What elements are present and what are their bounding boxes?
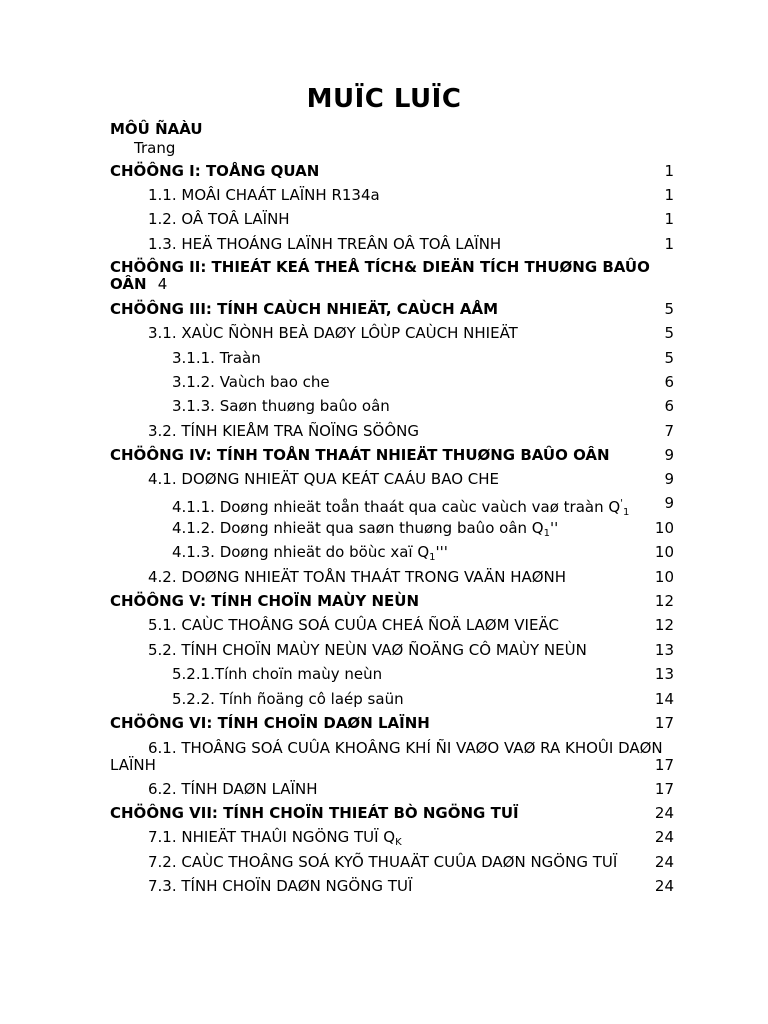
prime-mark: '' xyxy=(549,519,559,537)
toc-page-number: 10 xyxy=(654,519,674,537)
subscript: K xyxy=(395,837,402,848)
toc-page-number: 17 xyxy=(654,756,674,774)
toc-entry-label: 3.1.2. Vaùch bao che xyxy=(172,373,330,391)
toc-page-number: 10 xyxy=(654,543,674,561)
toc-entry-label: 1.2. OÂ TOÂ LAÏNH xyxy=(148,210,290,228)
toc-entry-label: 3.1.3. Saøn thuøng baûo oân xyxy=(172,397,390,415)
toc-page-number: 1 xyxy=(664,210,674,228)
toc-page-number: 24 xyxy=(654,828,674,846)
toc-entry-label: 4.1.3. Doøng nhieät do böùc xaï Q xyxy=(172,543,430,561)
toc-entry-label: 1.1. MOÂI CHAÁT LAÏNH R134a xyxy=(148,186,380,204)
toc-page-number: 13 xyxy=(654,665,674,683)
toc-page-number: 4 xyxy=(157,275,168,293)
toc-page-number: 12 xyxy=(654,616,674,634)
toc-entry-label: 4.1.2. Doøng nhieät qua saøn thuøng baûo oân Q xyxy=(172,519,544,537)
subscript: 1 xyxy=(622,507,630,518)
toc-page-number: 1 xyxy=(664,186,674,204)
toc-entry-label: 4.1. DOØNG NHIEÄT QUA KEÁT CAÁU BAO CHE xyxy=(148,470,500,488)
page-column-label: Trang xyxy=(134,139,176,157)
toc-entry-label: 4.2. DOØNG NHIEÄT TOÅN THAÁT TRONG VAÄN HAØNH xyxy=(148,568,567,586)
toc-page-number: 10 xyxy=(654,568,674,586)
toc-entry-label-group xyxy=(148,828,402,852)
toc-page-number: 24 xyxy=(654,804,674,822)
toc-entry-label-group xyxy=(172,543,448,567)
toc-page-number: 17 xyxy=(654,780,674,798)
toc-entry-label: 6.1. THOÂNG SOÁ CUÛA KHOÂNG KHÍ ÑI VAØO VAØ RA KHOÛI DAØN xyxy=(148,739,663,757)
prime-mark: ''' xyxy=(435,543,448,561)
page-title: MUÏC LUÏC xyxy=(306,84,462,114)
toc-entry-label: 5.2.2. Tính ñoäng cô laép saün xyxy=(172,690,404,708)
toc-entry-label: 5.2.1.Tính choïn maùy neùn xyxy=(172,665,383,683)
toc-entry-label: 5.1. CAÙC THOÂNG SOÁ CUÛA CHEÁ ÑOÄ LAØM VIEÄC xyxy=(148,616,559,634)
toc-page-number: 14 xyxy=(654,690,674,708)
toc-entry-label: 6.2. TÍNH DAØN LAÏNH xyxy=(148,780,318,798)
toc-entry-label: 3.2. TÍNH KIEÅM TRA ÑOÏNG SÖÔNG xyxy=(148,422,420,440)
toc-entry-label: 3.1. XAÙC ÑÒNH BEÀ DAØY LÔÙP CAÙCH NHIEÄT xyxy=(148,324,518,342)
toc-entry-chapter-2[interactable] xyxy=(110,259,680,293)
toc-entry-label: 4.1.1. Doøng nhieät toån thaát qua caùc vaùch vaø traàn Q xyxy=(172,498,621,516)
toc-entry-label-continued: OÂN xyxy=(110,275,147,293)
toc-page-number: 1 xyxy=(664,235,674,253)
toc-page-number: 1 xyxy=(664,162,674,180)
toc-page-number: 9 xyxy=(664,494,674,512)
toc-page-number: 5 xyxy=(664,349,674,367)
subscript: 1 xyxy=(429,552,436,563)
toc-page-number: 5 xyxy=(664,324,674,342)
toc-page-number: 5 xyxy=(664,300,674,318)
toc-entry-label: 7.2. CAÙC THOÂNG SOÁ KYÕ THUAÄT CUÛA DAØN NGÖNG TUÏ xyxy=(148,853,618,871)
toc-entry-label: 7.1. NHIEÄT THAÛI NGÖNG TUÏ Q xyxy=(148,828,396,846)
toc-entry-label: 5.2. TÍNH CHOÏN MAÙY NEÙN VAØ ÑOÄNG CÔ MAÙY NEÙN xyxy=(148,641,587,659)
toc-entry-label: CHÖÔNG IV: TÍNH TOÅN THAÁT NHIEÄT THUØNG BAÛO OÂN xyxy=(110,446,610,464)
intro-heading: MÔÛ ÑAÀU xyxy=(110,120,203,138)
subscript: 1 xyxy=(543,528,550,539)
toc-entry-label: 3.1.1. Traàn xyxy=(172,349,261,367)
prime-mark: ' xyxy=(620,498,623,509)
toc-page-number: 9 xyxy=(664,470,674,488)
toc-entry-label: CHÖÔNG V: TÍNH CHOÏN MAÙY NEÙN xyxy=(110,592,419,610)
toc-entry-label-continued: LAÏNH xyxy=(110,756,156,774)
toc-entry-label: 7.3. TÍNH CHOÏN DAØN NGÖNG TUÏ xyxy=(148,877,413,895)
toc-entry-label: CHÖÔNG III: TÍNH CAÙCH NHIEÄT, CAÙCH AÅM xyxy=(110,300,499,318)
toc-entry-label-group xyxy=(172,494,629,522)
toc-page-number: 17 xyxy=(654,714,674,732)
toc-page-number: 24 xyxy=(654,853,674,871)
toc-entry-label: CHÖÔNG I: TOÅNG QUAN xyxy=(110,162,320,180)
toc-page-number: 6 xyxy=(664,373,674,391)
toc-page-number: 24 xyxy=(654,877,674,895)
toc-entry-label-group xyxy=(172,519,558,543)
toc-page-number: 7 xyxy=(664,422,674,440)
toc-page-number: 13 xyxy=(654,641,674,659)
toc-entry-label: CHÖÔNG II: THIEÁT KEÁ THEÅ TÍCH& DIEÄN TÍCH THUØNG BAÛO xyxy=(110,258,650,276)
toc-entry-label: CHÖÔNG VI: TÍNH CHOÏN DAØN LAÏNH xyxy=(110,714,430,732)
toc-entry-label: CHÖÔNG VII: TÍNH CHOÏN THIEÁT BÒ NGÖNG TUÏ xyxy=(110,804,519,822)
toc-entry-label: 1.3. HEÄ THOÁNG LAÏNH TREÂN OÂ TOÂ LAÏNH xyxy=(148,235,502,253)
toc-page-number: 6 xyxy=(664,397,674,415)
toc-page-number: 9 xyxy=(664,446,674,464)
toc-page-number: 12 xyxy=(654,592,674,610)
